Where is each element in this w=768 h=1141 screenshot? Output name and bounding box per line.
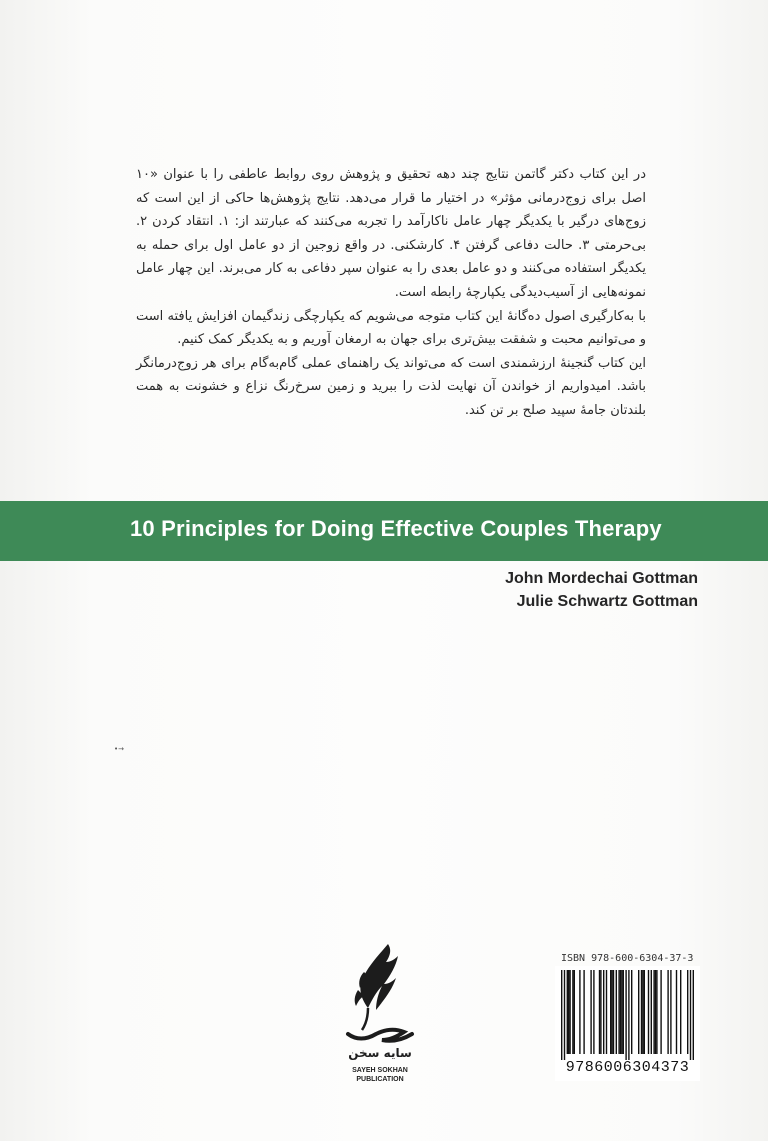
author-1: John Mordechai Gottman	[505, 570, 698, 587]
barcode-bar	[660, 970, 661, 1054]
barcode-bar	[693, 970, 694, 1060]
barcode-bar	[574, 970, 575, 1054]
barcode-bar	[590, 970, 591, 1054]
english-title: 10 Principles for Doing Effective Couples Therapy	[130, 516, 662, 541]
barcode-bar	[599, 970, 600, 1054]
barcode-bar	[610, 970, 611, 1054]
barcode-bar	[653, 970, 654, 1054]
paragraph-2: با به‌کارگیری اصول ده‌گانهٔ این کتاب متوجه می‌شویم که یکپارچگی زندگیمان افزایش یافته است و می‌توانیم محبت و شفقت بیش‌تری برای جهان به ارمغان آوریم و به یکدیگر کمک کنیم.	[136, 308, 646, 348]
barcode-bar	[687, 970, 688, 1054]
barcode-bar	[620, 970, 621, 1054]
barcode-bar	[623, 970, 624, 1054]
barcode-bar	[621, 970, 622, 1054]
barcode-bar	[593, 970, 594, 1054]
barcode-bar	[583, 970, 584, 1054]
barcode-bar	[655, 970, 656, 1054]
publisher-name-en-line2: PUBLICATION	[356, 1076, 404, 1083]
barcode-bar	[613, 970, 614, 1054]
barcode-bar	[628, 970, 629, 1060]
barcode-bar	[648, 970, 649, 1054]
barcode-bar	[625, 970, 626, 1060]
description-text	[136, 163, 646, 423]
barcode-bar	[670, 970, 671, 1054]
publisher-name-en	[328, 1066, 432, 1084]
barcode-bar	[641, 970, 642, 1054]
barcode-bar	[690, 970, 691, 1060]
barcode-bar	[606, 970, 607, 1054]
barcode-bar	[631, 970, 632, 1054]
barcode-bar	[676, 970, 677, 1054]
barcode-bar	[568, 970, 569, 1054]
small-mark: •→	[114, 745, 124, 753]
feather-pen-icon	[338, 942, 422, 1082]
barcode-bar	[667, 970, 668, 1054]
barcode-bar	[651, 970, 652, 1054]
barcode-bar	[567, 970, 568, 1054]
barcode-bar	[600, 970, 601, 1054]
barcode-bar	[572, 970, 573, 1054]
barcode-bar	[616, 970, 617, 1054]
publisher-name-fa: سایه سخن	[348, 1046, 412, 1060]
publisher-name-en-line1: SAYEH SOKHAN	[352, 1067, 408, 1074]
barcode-number: 9786006304373	[565, 1059, 690, 1076]
paragraph-1: در این کتاب دکتر گاتمن نتایج چند دهه تحقیق و پژوهش روی روابط عاطفی را با عنوان «۱۰ اصل برای زوج‌درمانی مؤثر» در اختیار ما قرار می‌دهد. نتایج پژوهش‌ها حاکی از این است که زوج‌های درگیر با یکدیگر چهار عامل ناکارآمد را تجربه می‌کنند که عبارتند از: ۱. انتقاد کردن ۲. بی‌حرمتی ۳. حالت دفاعی گرفتن ۴. کارشکنی. در واقع زوجین از دو عامل اول برای حمله به یکدیگر استفاده می‌کنند و دو عامل بعدی را به عنوان سپر دفاعی به کار می‌برند. این چهار عامل نمونه‌هایی از آسیب‌دیدگی یکپارچهٔ رابطه است.	[136, 167, 646, 300]
barcode-bar	[564, 970, 565, 1060]
author-2: Julie Schwartz Gottman	[516, 593, 698, 610]
barcode-bar	[611, 970, 612, 1054]
barcode-bar	[644, 970, 645, 1054]
barcode-bar	[656, 970, 657, 1054]
barcode-bar	[638, 970, 639, 1054]
barcode-bar	[561, 970, 562, 1060]
paragraph-3: این کتاب گنجینهٔ ارزشمندی است که می‌تواند یک راهنمای عملی گام‌به‌گام برای هر زوج‌درمانگر باشد. امیدواریم از خواندن آن نهایت لذت را ببرید و زمین سرخ‌رنگ نزاع و خشونت به همت بلندتان جامهٔ سپید صلح بر تن کند.	[136, 355, 646, 418]
barcode	[555, 966, 700, 1081]
barcode-bar	[680, 970, 681, 1054]
barcode-bar	[642, 970, 643, 1054]
barcode-bar	[569, 970, 570, 1054]
barcode-bar	[579, 970, 580, 1054]
barcode-bars	[555, 966, 700, 1061]
barcode-bar	[603, 970, 604, 1054]
isbn-label: ISBN 978-600-6304-37-3	[561, 953, 694, 964]
barcode-bar	[618, 970, 619, 1054]
